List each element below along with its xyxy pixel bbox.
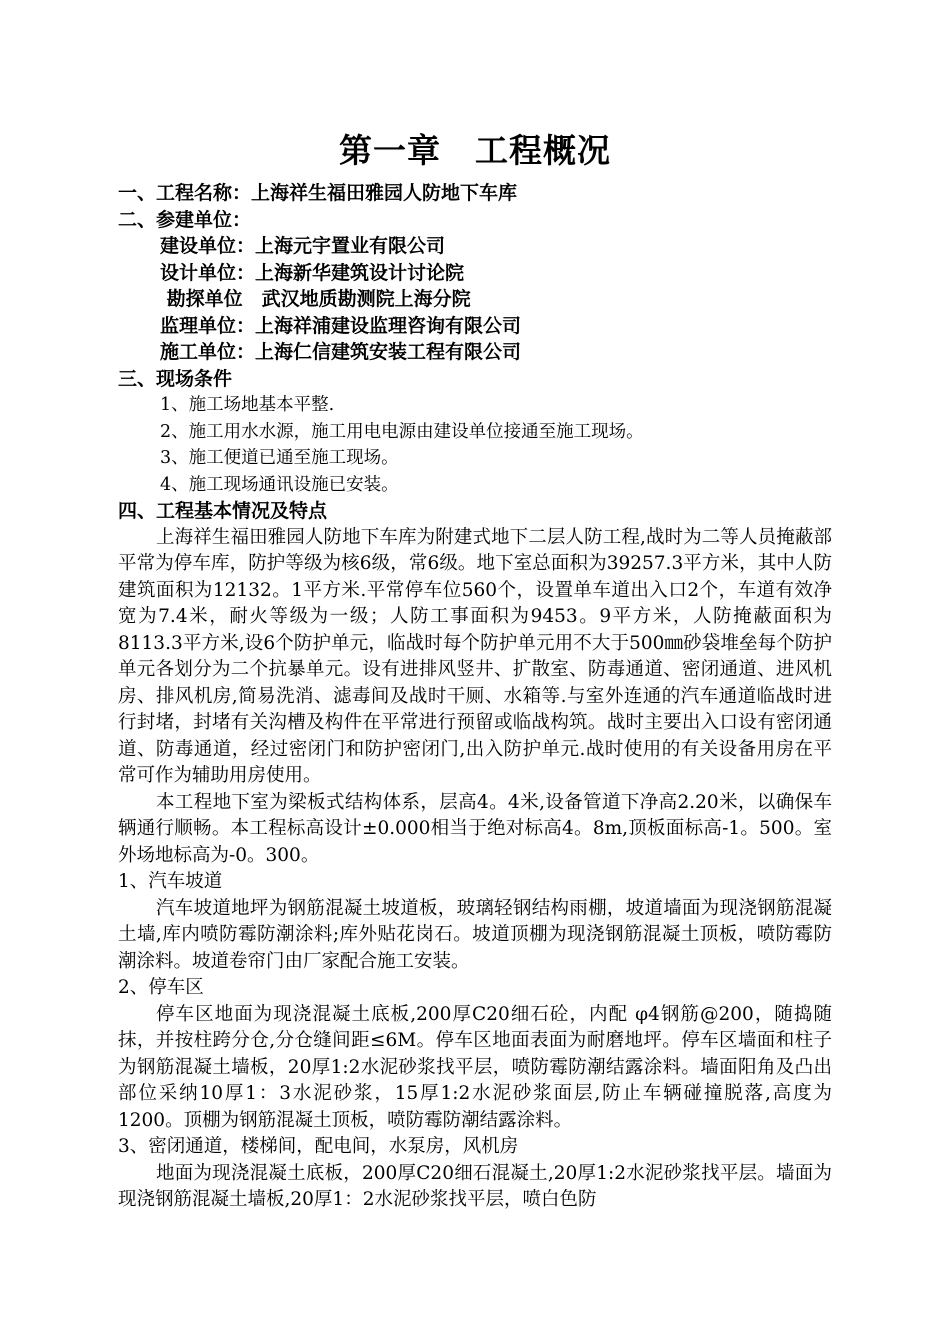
basic-info-heading: 四、工程基本情况及特点 bbox=[118, 500, 328, 522]
project-name-line: 一、工程名称：上海祥生福田雅园人防地下车库 bbox=[118, 182, 518, 204]
unit-supervisor: 监理单位：上海祥浦建设监理咨询有限公司 bbox=[160, 314, 522, 337]
site-condition-item: 1、施工场地基本平整. bbox=[160, 395, 335, 415]
section-heading-parking: 2、停车区 bbox=[118, 977, 204, 998]
section-text-ramp: 汽车坡道地坪为钢筋混凝土坡道板，玻璃轻钢结构雨棚，坡道墙面为现浇钢筋混凝土墙,库内喷防霉防潮涂料;库外贴花岗石。坡道顶棚为现浇钢筋混凝土顶板，喷防霉防潮涂料。坡道卷帘门由厂家配合施工安装。 bbox=[118, 897, 832, 972]
site-conditions-heading: 三、现场条件 bbox=[118, 367, 233, 390]
site-condition-item: 3、施工便道已通至施工现场。 bbox=[160, 448, 399, 468]
section-text-rooms: 地面为现浇混凝土底板，200厚C20细石混凝土,20厚1:2水泥砂浆找平层。墙面为现浇钢筋混凝土墙板,20厚1：2水泥砂浆找平层，喷白色防 bbox=[118, 1162, 832, 1210]
section-heading-ramp: 1、汽车坡道 bbox=[118, 871, 223, 892]
site-condition-item: 2、施工用水水源，施工用电电源由建设单位接通至施工现场。 bbox=[160, 421, 644, 442]
basic-info-paragraph: 上海祥生福田雅园人防地下车库为附建式地下二层人防工程,战时为二等人员掩蔽部平常为停车库，防护等级为核6级，常6级。地下室总面积为39257.3平方米，其中人防建筑面积为12132。1平方米.平常停车位560个，设置单车道出入口2个，车道有效净宽为7.4米，耐火等级为一级；人防工事面积为9453。9平方米，人防掩蔽面积为8113.3平方米,设6个防护单元，临战时每个防护单元用不大于500㎜砂袋堆垒每个防护单元各划分为二个抗暴单元。设有进排风竖井、扩散室、防毒通道、密闭通道、进风机房、排风机房,简易洗消、滤毒间及战时干厕、水箱等.与室外连通的汽车通道临战时进行封堵，封堵有关沟槽及构件在平常进行预留或临战构筑。战时主要出入口设有密闭通道、防毒通道，经过密闭门和防护密闭门,出入防护单元.战时使用的有关设备用房在平常可作为辅助用房使用。 bbox=[118, 526, 832, 786]
structure-paragraph: 本工程地下室为梁板式结构体系，层高4。4米,设备管道下净高2.20米，以确保车辆通行顺畅。本工程标高设计±0.000相当于绝对标高4。8m,顶板面标高-1。500。室外场地标高为-0。300。 bbox=[118, 791, 832, 866]
site-condition-item: 4、施工现场通讯设施已安装。 bbox=[160, 474, 399, 495]
section-heading-rooms: 3、密闭通道，楼梯间，配电间，水泵房，风机房 bbox=[118, 1136, 519, 1157]
unit-owner: 建设单位：上海元宇置业有限公司 bbox=[160, 235, 446, 257]
unit-surveyor: 勘探单位 武汉地质勘测院上海分院 bbox=[160, 288, 471, 310]
unit-contractor: 施工单位：上海仁信建筑安装工程有限公司 bbox=[160, 341, 522, 363]
section-text-parking: 停车区地面为现浇混凝土底板,200厚C20细石砼，内配 φ4钢筋@200，随捣随抹，并按柱跨分仓,分仓缝间距≤6M。停车区地面表面为耐磨地坪。停车区墙面和柱子为钢筋混凝土墙板，20厚1:2水泥砂浆找平层，喷防霉防潮结露涂料。墙面阳角及凸出部位采纳10厚1：3水泥砂浆，15厚1:2水泥砂浆面层,防止车辆碰撞脱落,高度为1200。顶棚为钢筋混凝土顶板，喷防霉防潮结露涂料。 bbox=[118, 1003, 832, 1131]
participants-heading: 二、参建单位： bbox=[118, 208, 252, 231]
chapter-title: 第一章 工程概况 bbox=[339, 131, 611, 170]
unit-designer: 设计单位：上海新华建筑设计讨论院 bbox=[160, 261, 465, 284]
